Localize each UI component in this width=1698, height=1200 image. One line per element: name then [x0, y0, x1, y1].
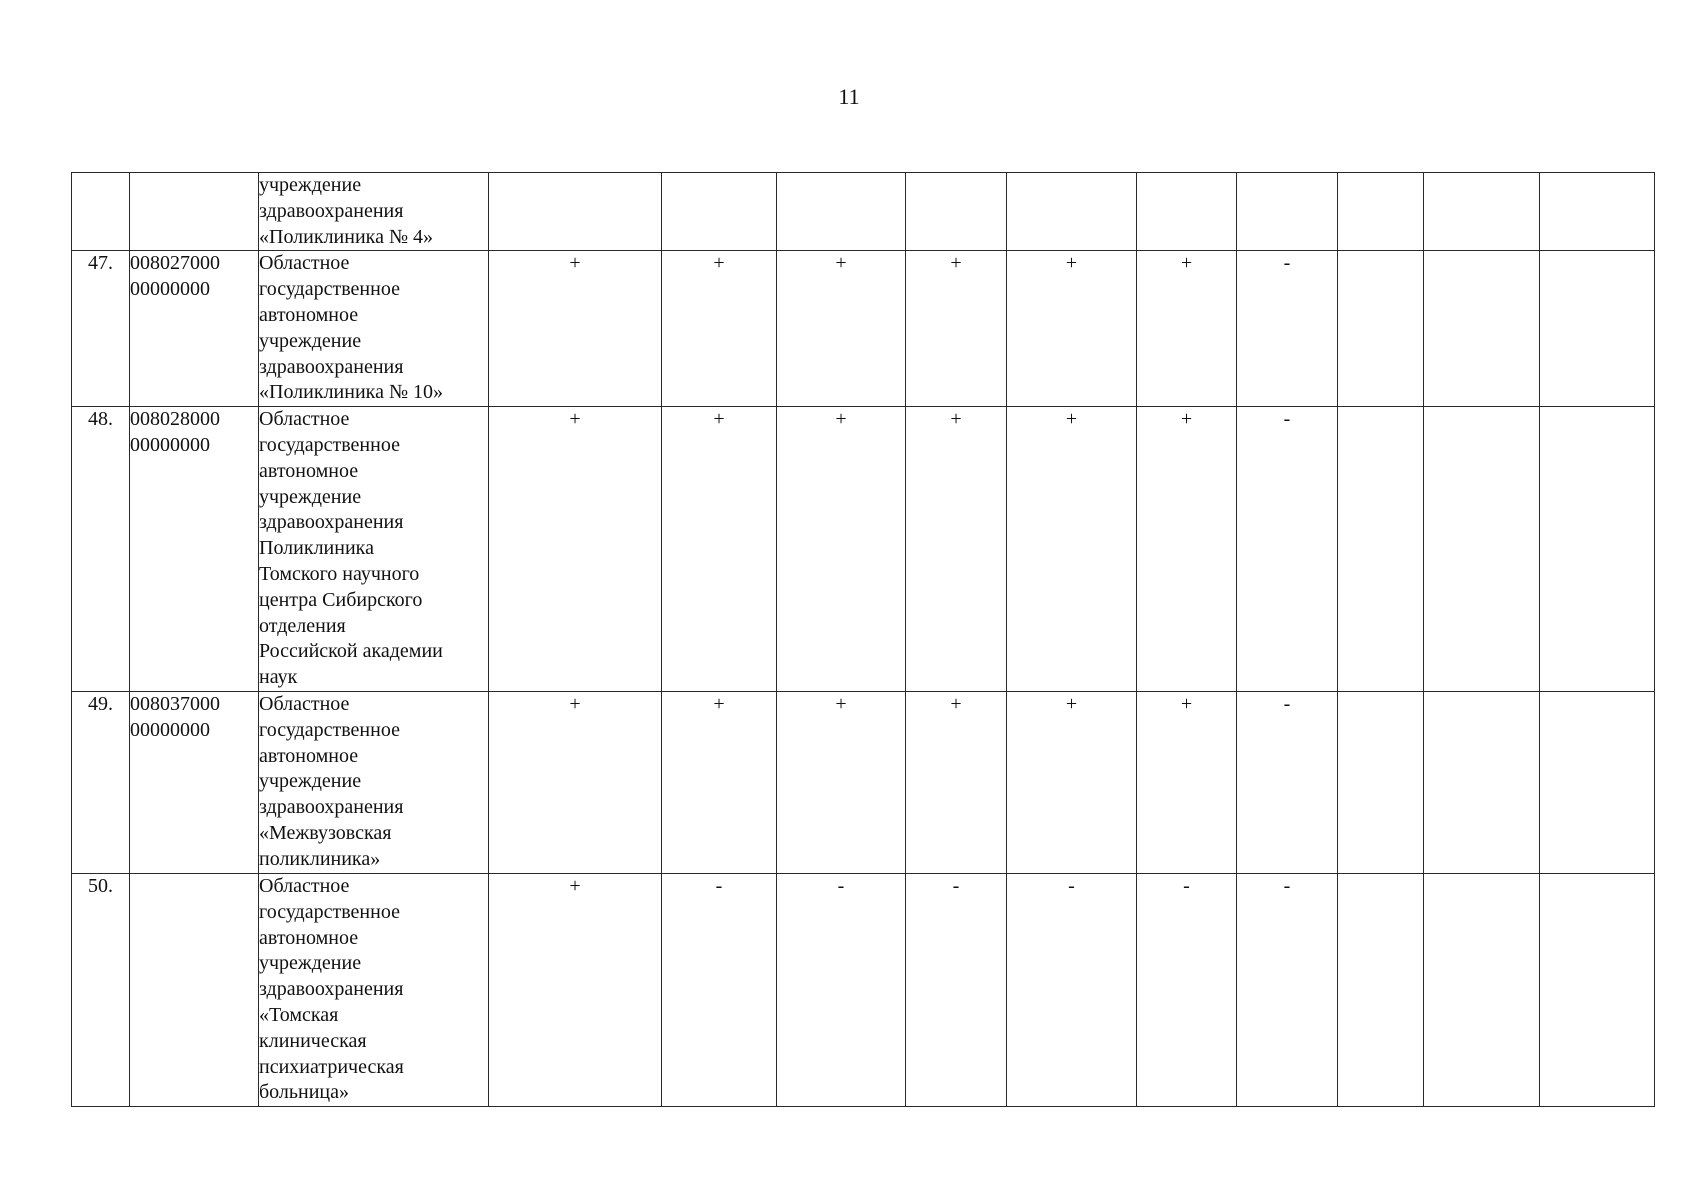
- registry-code-line: 008028000: [130, 408, 220, 431]
- mark-cell: [1338, 873, 1424, 1106]
- mark-cell: [662, 173, 777, 251]
- institution-name-line: Российской академии: [259, 640, 443, 663]
- institution-name-cell: [259, 691, 489, 873]
- page-number: 11: [838, 84, 860, 109]
- institution-name-line: Областное: [259, 408, 350, 431]
- row-number-cell: 48.: [72, 407, 130, 692]
- institution-name-line: Поликлиника: [259, 537, 374, 560]
- mark-cell: [906, 173, 1007, 251]
- institution-name-line: здравоохранения: [259, 511, 404, 534]
- mark-cell: [1424, 173, 1540, 251]
- institution-name-cell: [259, 251, 489, 407]
- registry-code-cell: [130, 873, 259, 1106]
- mark-cell: +: [906, 691, 1007, 873]
- institution-name-cell: [259, 407, 489, 692]
- mark-cell: [777, 173, 906, 251]
- institution-name-line: «Томская: [259, 1003, 339, 1026]
- registry-code-line: 008037000: [130, 692, 220, 715]
- mark-cell: -: [906, 873, 1007, 1106]
- institution-name-line: клиническая: [259, 1029, 367, 1052]
- table-row: [72, 691, 1655, 873]
- mark-cell: +: [777, 251, 906, 407]
- institution-name-line: государственное: [259, 718, 400, 741]
- institution-name-line: Томского научного: [259, 562, 420, 585]
- mark-cell: +: [1007, 251, 1137, 407]
- mark-cell: +: [1137, 407, 1237, 692]
- institution-name-line: больница»: [259, 1081, 349, 1104]
- mark-cell: +: [1137, 691, 1237, 873]
- table-row: [72, 251, 1655, 407]
- institution-name-line: психиатрическая: [259, 1055, 404, 1078]
- mark-cell: +: [1007, 407, 1137, 692]
- mark-cell: +: [489, 691, 662, 873]
- registry-code-cell: [130, 173, 259, 251]
- registry-code-cell: [130, 407, 259, 692]
- table-row: [72, 873, 1655, 1106]
- mark-cell: +: [906, 407, 1007, 692]
- mark-cell: [1424, 873, 1540, 1106]
- mark-cell: -: [1237, 251, 1338, 407]
- mark-cell: [1540, 407, 1655, 692]
- mark-cell: -: [662, 873, 777, 1106]
- institution-name-line: здравоохранения: [259, 978, 404, 1001]
- row-number-cell: [72, 173, 130, 251]
- mark-cell: -: [1007, 873, 1137, 1106]
- mark-cell: -: [777, 873, 906, 1106]
- institution-name-line: автономное: [259, 926, 359, 949]
- mark-cell: +: [1137, 251, 1237, 407]
- institution-name-line: «Поликлиника № 4»: [259, 225, 434, 248]
- mark-cell: [1540, 251, 1655, 407]
- mark-cell: [1237, 173, 1338, 251]
- table-row: [72, 173, 1655, 251]
- mark-cell: [1338, 251, 1424, 407]
- mark-cell: [1540, 691, 1655, 873]
- mark-cell: +: [489, 873, 662, 1106]
- institution-name-line: «Межвузовская: [259, 821, 392, 844]
- institution-name-cell: [259, 873, 489, 1106]
- mark-cell: [1338, 407, 1424, 692]
- institution-name-line: Областное: [259, 252, 350, 275]
- mark-cell: +: [662, 251, 777, 407]
- registry-code-line: 00000000: [130, 718, 210, 741]
- institution-name-line: учреждение: [259, 174, 362, 196]
- institution-name-line: автономное: [259, 459, 359, 482]
- institution-name-line: наук: [259, 666, 298, 689]
- institution-name-line: государственное: [259, 433, 400, 456]
- mark-cell: [1137, 173, 1237, 251]
- registry-code-line: 008027000: [130, 252, 220, 275]
- mark-cell: +: [1007, 691, 1137, 873]
- mark-cell: +: [662, 691, 777, 873]
- institution-name-line: Областное: [259, 692, 350, 715]
- registry-code-cell: [130, 251, 259, 407]
- institution-name-line: учреждение: [259, 770, 362, 793]
- mark-cell: [1338, 173, 1424, 251]
- institutions-table: [71, 172, 1655, 1107]
- mark-cell: [1540, 873, 1655, 1106]
- registry-code-line: 00000000: [130, 278, 210, 301]
- mark-cell: +: [489, 407, 662, 692]
- mark-cell: [1424, 407, 1540, 692]
- mark-cell: [1424, 691, 1540, 873]
- institution-name-line: автономное: [259, 744, 359, 767]
- mark-cell: -: [1237, 873, 1338, 1106]
- row-number-cell: 47.: [72, 251, 130, 407]
- mark-cell: -: [1137, 873, 1237, 1106]
- registry-code-cell: [130, 691, 259, 873]
- institution-name-line: здравоохранения: [259, 199, 404, 222]
- mark-cell: [1338, 691, 1424, 873]
- institution-name-line: автономное: [259, 303, 359, 326]
- institution-name-line: Областное: [259, 874, 350, 897]
- institution-name-cell: [259, 173, 489, 251]
- mark-cell: +: [662, 407, 777, 692]
- mark-cell: [489, 173, 662, 251]
- mark-cell: [1540, 173, 1655, 251]
- table-row: [72, 407, 1655, 692]
- institution-name-line: «Поликлиника № 10»: [259, 381, 444, 404]
- mark-cell: +: [906, 251, 1007, 407]
- mark-cell: [1007, 173, 1137, 251]
- mark-cell: +: [777, 691, 906, 873]
- institution-name-line: здравоохранения: [259, 355, 404, 378]
- institution-name-line: здравоохранения: [259, 796, 404, 819]
- institution-name-line: государственное: [259, 278, 400, 301]
- row-number-cell: 50.: [72, 873, 130, 1106]
- mark-cell: +: [489, 251, 662, 407]
- institution-name-line: отделения: [259, 614, 346, 637]
- mark-cell: [1424, 251, 1540, 407]
- institution-name-line: учреждение: [259, 952, 362, 975]
- mark-cell: -: [1237, 407, 1338, 692]
- mark-cell: +: [777, 407, 906, 692]
- institution-name-line: поликлиника»: [259, 847, 381, 870]
- institution-name-line: учреждение: [259, 485, 362, 508]
- institution-name-line: учреждение: [259, 329, 362, 352]
- institution-name-line: центра Сибирского: [259, 588, 423, 611]
- row-number-cell: 49.: [72, 691, 130, 873]
- institution-name-line: государственное: [259, 900, 400, 923]
- mark-cell: -: [1237, 691, 1338, 873]
- registry-code-line: 00000000: [130, 433, 210, 456]
